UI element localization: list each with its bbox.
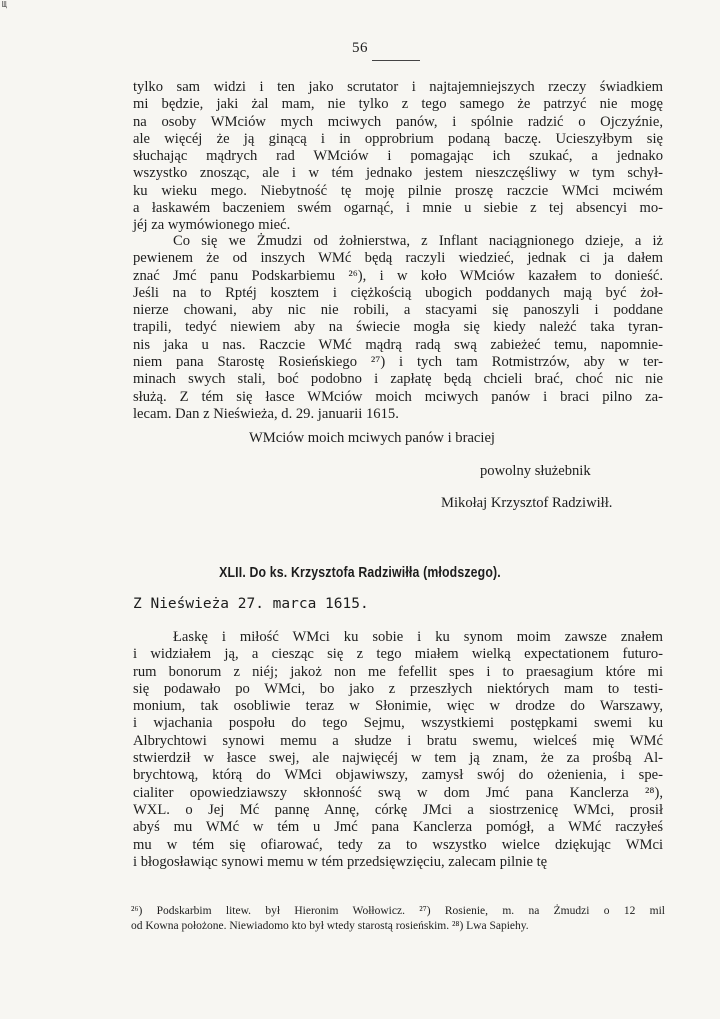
text-line: abyś mu WMć w tém u Jmć pana Kanclerza pomógł, a WMć raczyłeś [133, 819, 663, 836]
text-line: Albrychtowi synowi memu a słudze i bratu swemu, wielceś mię WMć [133, 732, 663, 749]
text-line: ale więcéj że ją ginącą i in opprobrium podaną baczę. Ucieszyłbym się [133, 130, 663, 147]
text-line: mi będzie, jaki żal mam, nie tylko z tego samego że patrzyć nie mogę [133, 96, 663, 113]
corner-mark: Щ [2, 0, 6, 9]
letter-closing: WMciów moich mciwych panów i braciej [249, 430, 495, 446]
text-line: na osoby WMciów mych mciwych panów, i spólnie radzić o Ojczyźnie, [133, 113, 663, 130]
letter2-dateline: Z Nieświeża 27. marca 1615. [133, 596, 369, 612]
text-line: i wjachania pospołu do tego Sejmu, wszystkiemi postępkami swemi ku [133, 715, 663, 732]
letter1-paragraph2 [133, 233, 663, 423]
text-line: stwierdził w łasce swej, ale najwięcéj w tem ją znam, że za prośbą Al- [133, 750, 663, 767]
page-number-rule [372, 60, 420, 61]
text-line: i błogosławiąc synowi memu w tém przedsięwzięciu, zalecam pilnie tę [133, 853, 548, 870]
text-line: pewienem że od inszych WMć będą raczyli wiedzieć, jednak ci ja dałem [133, 250, 663, 267]
text-line: lecam. Dan z Nieświeża, d. 29. januarii 1615. [133, 405, 399, 422]
text-line: i widziałem ją, a ciesząc się z tego miałem wielką expectationem futuro- [133, 646, 663, 663]
text-line: a łaskawém baczeniem swém ogarnąć, i mnie u siebie z tej absencyi mo- [133, 200, 663, 217]
text-line: znać Jmć panu Podskarbiemu ²⁶), i w koło WMciów kazałem to donieść. [133, 267, 663, 284]
footnotes [131, 904, 665, 934]
text-line: WXL. o Jej Mć pannę Annę, córkę JMci a siostrzenicę WMci, prosił [133, 801, 663, 818]
text-line: trapili, tedyć niewiem aby na świecie mogła się kiedy należć taka tyran- [133, 319, 663, 336]
text-line: tylko sam widzi i ten jako scrutator i najtajemniejszych rzeczy świadkiem [133, 79, 663, 95]
text-line: nierze chowani, aby nic nie robili, a stacyami się panoszyli i poddane [133, 302, 663, 319]
text-line: Łaskę i miłość WMci ku sobie i ku synom moim zawsze znałem [173, 629, 663, 645]
letter2-heading: XLII. Do ks. Krzysztofa Radziwiłła (młodszego). [219, 564, 501, 581]
text-line: rum bonorum z niéj; jakoż non me fefellit spes i to praesagium które mi [133, 663, 663, 680]
page-number: 56 [352, 40, 368, 56]
text-line: jéj za wymówionego mieć. [133, 217, 291, 234]
text-line: cialiter opowiedziawszy skłonność swą w dom Jmć pana Kanclerza ²⁸), [133, 784, 663, 801]
text-line: brychtową, którą do WMci objawiwszy, zamysł swój do ożenienia, i spe- [133, 767, 663, 784]
letter1-paragraph1 [133, 79, 663, 235]
text-line: Co się we Żmudzi od żołnierstwa, z Inflant naciągnionego dzieje, a iż [173, 233, 663, 249]
servant-line: powolny służebnik [480, 463, 591, 479]
text-line: Jeśli na to Rptéj kosztem i ciężkością ubogich poddanych mają być żoł- [133, 284, 663, 301]
letter2-paragraph [133, 629, 663, 871]
footnote-line: od Kowna położone. Niewiadomo kto był wtedy starostą rosieńskim. ²⁸) Lwa Sapiehy. [131, 920, 529, 932]
text-line: słuchając mądrych rad WMciów i pomagając ich szukać, a jednako [133, 148, 663, 165]
text-line: nis jaka u nas. Raczcie WMć mądrą radą swą zabieżeć temu, napomnie- [133, 336, 663, 353]
text-line: wszystko znosząc, ale i w tém jednako jestem nieszczęśliwy w tym schył- [133, 165, 663, 182]
text-line: się podawało po WMci, bo jako z przeszłych niektórych mam to testi- [133, 680, 663, 697]
text-line: służą. Z tém się łasce WMciów moich mciwych panów i braci pilno za- [133, 388, 663, 405]
text-line: monium, tak osobliwie teraz w Słonimie, więc w drodze do Warszawy, [133, 698, 663, 715]
signature: Mikołaj Krzysztof Radziwiłł. [441, 495, 613, 511]
text-line: ku wieku mego. Niebytność tę moję pilnie proszę raczcie WMci mciwém [133, 182, 663, 199]
text-line: minach swych stali, boć podobno i zapłatę będą chcieli brać, choć nic nie [133, 371, 663, 388]
footnote-line: ²⁶) Podskarbim litew. był Hieronim Wołłowicz. ²⁷) Rosienie, m. na Żmudzi o 12 mil [131, 905, 665, 917]
text-line: mu w tém się ofiarować, tedy za to wszystko wielce dziękując WMci [133, 836, 663, 853]
text-line: niem pana Starostę Rosieńskiego ²⁷) i tych tam Rotmistrzów, aby w ter- [133, 354, 663, 371]
